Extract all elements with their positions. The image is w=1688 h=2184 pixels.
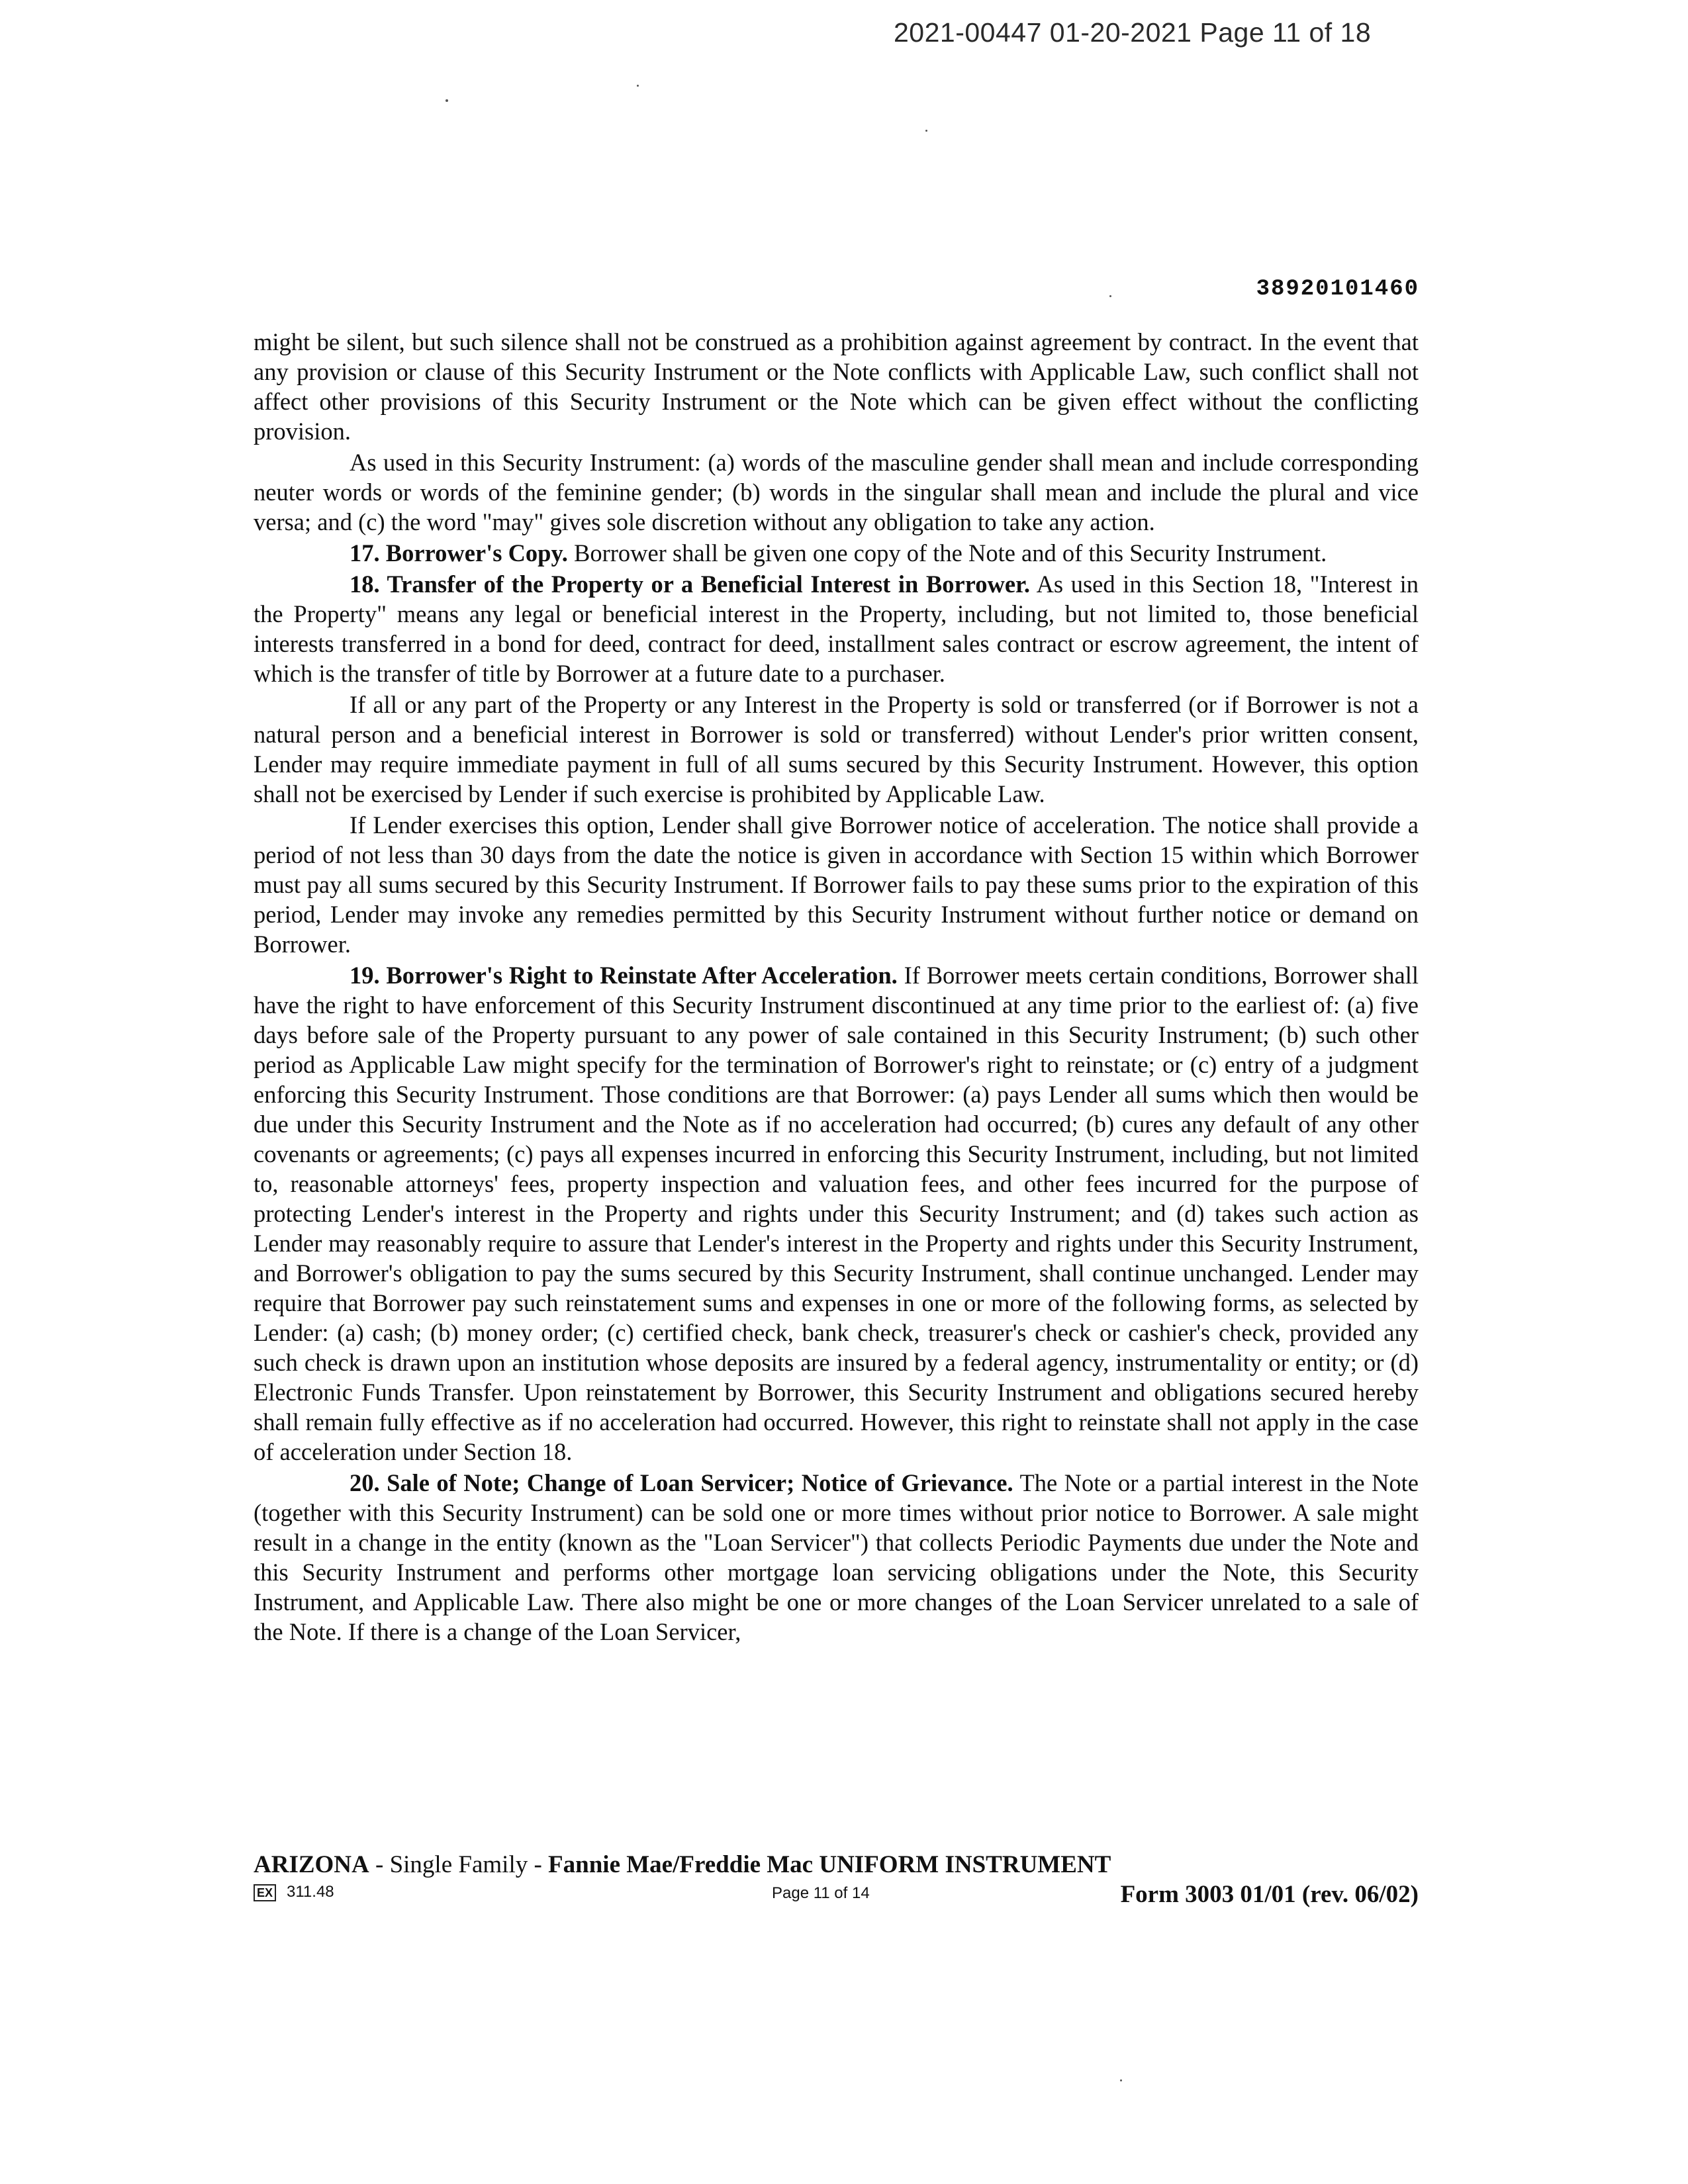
recording-stamp: 2021-00447 01-20-2021 Page 11 of 18 [894, 17, 1372, 48]
form-code [254, 1883, 334, 1901]
footer-separator: - Single Family - [369, 1851, 549, 1878]
section-text: The Note or a partial interest in the Note (together with this Security Instrument) can be sold one or more times without prior notice to Borrower. A sale might result in a change in the entity (known as the "Loan Servicer") that collects Periodic Payments due under the Note and this Security Instrument and performs other mortgage loan servicing obligations under the Note, this Security Instrument, and Applicable Law. There also might be one or more changes of the Loan Servicer unrelated to a sale of the Note. If there is a change of the Loan Servicer, [254, 1469, 1419, 1645]
section-text: Borrower shall be given one copy of the Note and of this Security Instrument. [573, 539, 1327, 567]
footer-form-line [254, 1880, 1419, 1916]
footer-instrument-line [254, 1850, 1419, 1880]
footer-state: ARIZONA [254, 1851, 369, 1878]
loan-number: 38920101460 [1256, 277, 1419, 302]
section-18 [254, 569, 1419, 688]
section-heading: 18. Transfer of the Property or a Beneficial Interest in Borrower. [350, 570, 1031, 598]
scan-speck [445, 99, 448, 102]
form-code-box: EX [254, 1884, 276, 1901]
paragraph: If all or any part of the Property or any Interest in the Property is sold or transferred (or if Borrower is not a natural person and a beneficial interest in Borrower is sold or transferred) without Lender's prior written consent, Lender may require immediate payment in full of all sums secured by this Security Instrument. However, this option shall not be exercised by Lender if such exercise is prohibited by Applicable Law. [254, 691, 1419, 807]
scan-speck [637, 85, 639, 87]
page-number: Page 11 of 14 [772, 1884, 870, 1902]
form-number: Form 3003 01/01 (rev. 06/02) [1120, 1881, 1419, 1908]
document-body [254, 327, 1419, 1648]
scan-speck [1109, 295, 1111, 297]
section-text: If Borrower meets certain conditions, Borrower shall have the right to have enforcement of this Security Instrument discontinued at any time prior to the earliest of: (a) five days before sale of the Property pursuant to any power of sale contained in this Security Instrument; (b) such other period as Applicable Law might specify for the termination of Borrower's right to reinstate; or (c) entry of a judgment enforcing this Security Instrument. Those conditions are that Borrower: (a) pays Lender all sums which then would be due under this Security Instrument and the Note as if no acceleration had occurred; (b) cures any default of any other covenants or agreements; (c) pays all expenses incurred in enforcing this Security Instrument, including, but not limited to, reasonable attorneys' fees, property inspection and valuation fees, and other fees incurred for the purpose of protecting Lender's interest in the Property and rights under this Security Instrument; and (d) takes such action as Lender may reasonably require to assure that Lender's interest in the Property and rights under this Security Instrument, and Borrower's obligation to pay the sums secured by this Security Instrument, shall continue unchanged. Lender may require that Borrower pay such reinstatement sums and expenses in one or more of the following forms, as selected by Lender: (a) cash; (b) money order; (c) certified check, bank check, treasurer's check or cashier's check, provided any such check is drawn upon an institution whose deposits are insured by a federal agency, instrumentality or entity; or (d) Electronic Funds Transfer. Upon reinstatement by Borrower, this Security Instrument and obligations secured hereby shall remain fully effective as if no acceleration had occurred. However, this right to reinstate shall not apply in the case of acceleration under Section 18. [254, 962, 1419, 1465]
section-heading: 17. Borrower's Copy. [350, 539, 568, 567]
paragraph: As used in this Security Instrument: (a) words of the masculine gender shall mean and include corresponding neuter words or words of the feminine gender; (b) words in the singular shall mean and include the plural and vice versa; and (c) the word "may" gives sole discretion without any obligation to take any action. [254, 449, 1419, 535]
form-code-number: 311.48 [287, 1883, 334, 1901]
paragraph: might be silent, but such silence shall not be construed as a prohibition against agreement by contract. In the event that any provision or clause of this Security Instrument or the Note conflicts with Applicable Law, such conflict shall not affect other provisions of this Security Instrument or the Note which can be given effect without the conflicting provision. [254, 328, 1419, 445]
scan-speck [925, 130, 927, 132]
form-footer [254, 1850, 1419, 1916]
section-19 [254, 960, 1419, 1467]
footer-instrument: Fannie Mae/Freddie Mac UNIFORM INSTRUMENT [548, 1851, 1111, 1878]
paragraph: If Lender exercises this option, Lender shall give Borrower notice of acceleration. The notice shall provide a period of not less than 30 days from the date the notice is given in accordance with Section 15 within which Borrower must pay all sums secured by this Security Instrument. If Borrower fails to pay these sums prior to the expiration of this period, Lender may invoke any remedies permitted by this Security Instrument without further notice or demand on Borrower. [254, 811, 1419, 958]
section-text: As used in this Section 18, "Interest in the Property" means any legal or beneficial interest in the Property, including, but not limited to, those beneficial interests transferred in a bond for deed, contract for deed, installment sales contract or escrow agreement, the intent of which is the transfer of title by Borrower at a future date to a purchaser. [254, 570, 1419, 687]
section-17 [254, 538, 1419, 568]
section-heading: 20. Sale of Note; Change of Loan Servicer; Notice of Grievance. [350, 1469, 1013, 1496]
section-heading: 19. Borrower's Right to Reinstate After Acceleration. [350, 962, 898, 989]
scan-speck [1120, 2079, 1122, 2081]
section-20 [254, 1468, 1419, 1647]
